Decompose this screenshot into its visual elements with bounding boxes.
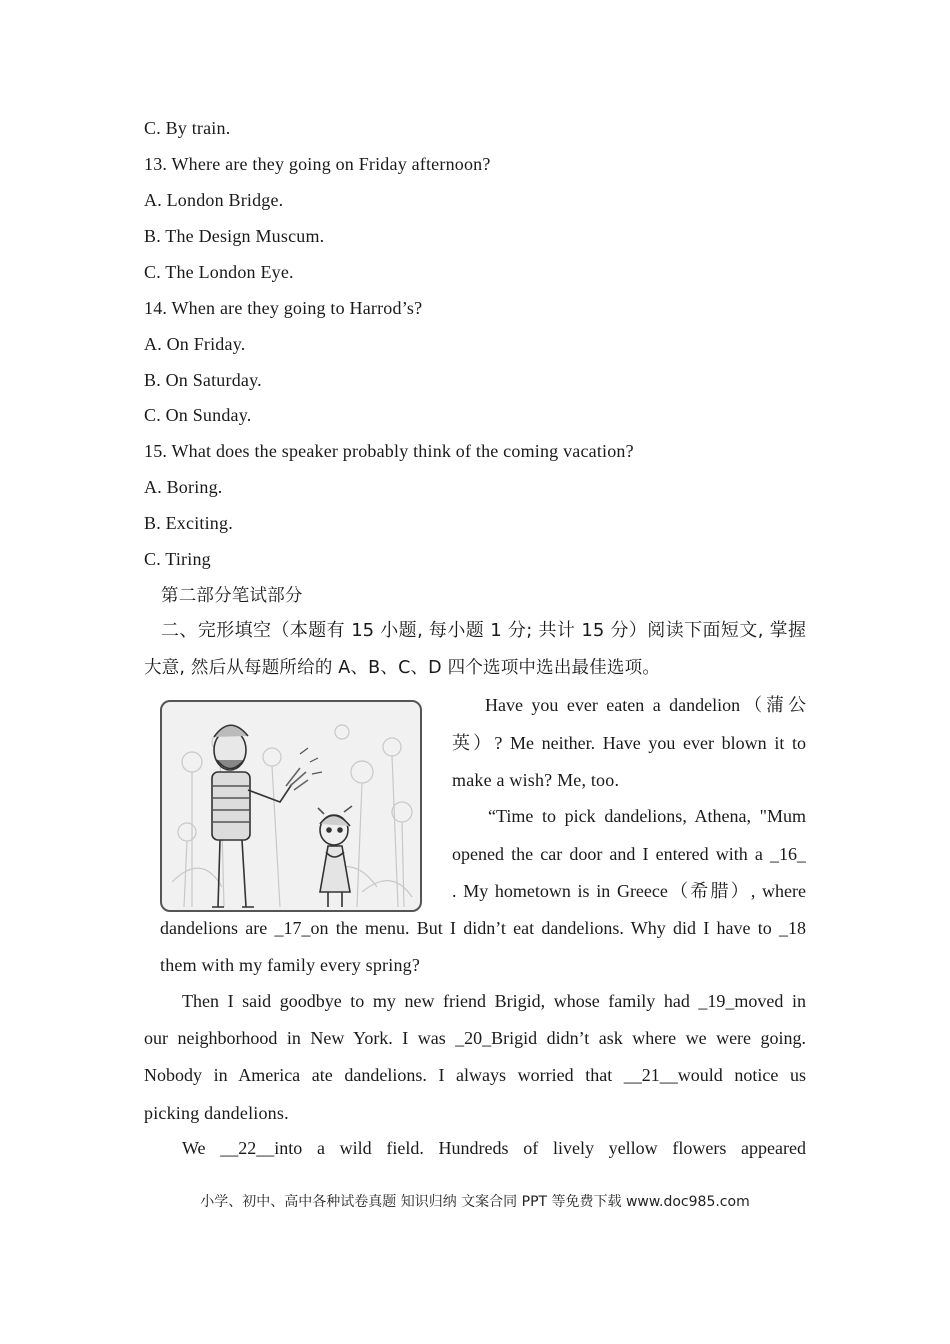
cloze-instruction-line-1: 二、完形填空（本题有 15 小题, 每小题 1 分; 共计 15 分）阅读下面短文, 掌握 bbox=[161, 620, 806, 641]
q14-option-b: B. On Saturday. bbox=[144, 370, 262, 390]
passage-line-10: our neighborhood in New York. I was _20_Brigid didn’t ask where we were going. bbox=[144, 1028, 806, 1048]
q13-option-a: A. London Bridge. bbox=[144, 190, 284, 210]
q15-option-c: C. Tiring bbox=[144, 549, 211, 569]
q15-option-b: B. Exciting. bbox=[144, 513, 233, 533]
passage-line-7: dandelions are _17_on the menu. But I didn’t eat dandelions. Why did I have to _18 bbox=[160, 918, 806, 938]
page-footer: 小学、初中、高中各种试卷真题 知识归纳 文案合同 PPT 等免费下载 www.doc985.com bbox=[200, 1194, 750, 1210]
q13-option-c: C. The London Eye. bbox=[144, 262, 294, 282]
passage-line-4: “Time to pick dandelions, Athena, "Mum bbox=[488, 806, 806, 826]
passage-line-1: Have you ever eaten a dandelion（蒲公 bbox=[485, 695, 806, 715]
passage-line-12: picking dandelions. bbox=[144, 1103, 289, 1123]
q14-option-c: C. On Sunday. bbox=[144, 405, 252, 425]
q15-question: 15. What does the speaker probably think of the coming vacation? bbox=[144, 441, 634, 461]
q15-option-a: A. Boring. bbox=[144, 477, 223, 497]
q14-option-a: A. On Friday. bbox=[144, 334, 246, 354]
q14-question: 14. When are they going to Harrod’s? bbox=[144, 298, 423, 318]
passage-line-9: Then I said goodbye to my new friend Brigid, whose family had _19_moved in bbox=[182, 991, 806, 1011]
cloze-instruction-line-2: 大意, 然后从每题所给的 A、B、C、D 四个选项中选出最佳选项。 bbox=[144, 658, 661, 678]
passage-line-2: 英）? Me neither. Have you ever blown it to bbox=[452, 733, 806, 753]
passage-line-6: . My hometown is in Greece（希腊）, where bbox=[452, 881, 806, 901]
q13-question: 13. Where are they going on Friday afternoon? bbox=[144, 154, 491, 174]
dandelion-illustration bbox=[160, 700, 422, 912]
passage-line-11: Nobody in America ate dandelions. I always worried that __21__would notice us bbox=[144, 1065, 806, 1085]
q13-option-b: B. The Design Muscum. bbox=[144, 226, 325, 246]
part-two-heading: 第二部分笔试部分 bbox=[161, 586, 303, 606]
q12-option-c: C. By train. bbox=[144, 118, 231, 138]
passage-line-5: opened the car door and I entered with a _16_ bbox=[452, 844, 806, 864]
passage-line-13: We __22__into a wild field. Hundreds of lively yellow flowers appeared bbox=[182, 1138, 806, 1158]
passage-line-8: them with my family every spring? bbox=[160, 955, 421, 975]
passage-line-3: make a wish? Me, too. bbox=[452, 770, 620, 790]
illustration-drawing bbox=[162, 702, 420, 910]
